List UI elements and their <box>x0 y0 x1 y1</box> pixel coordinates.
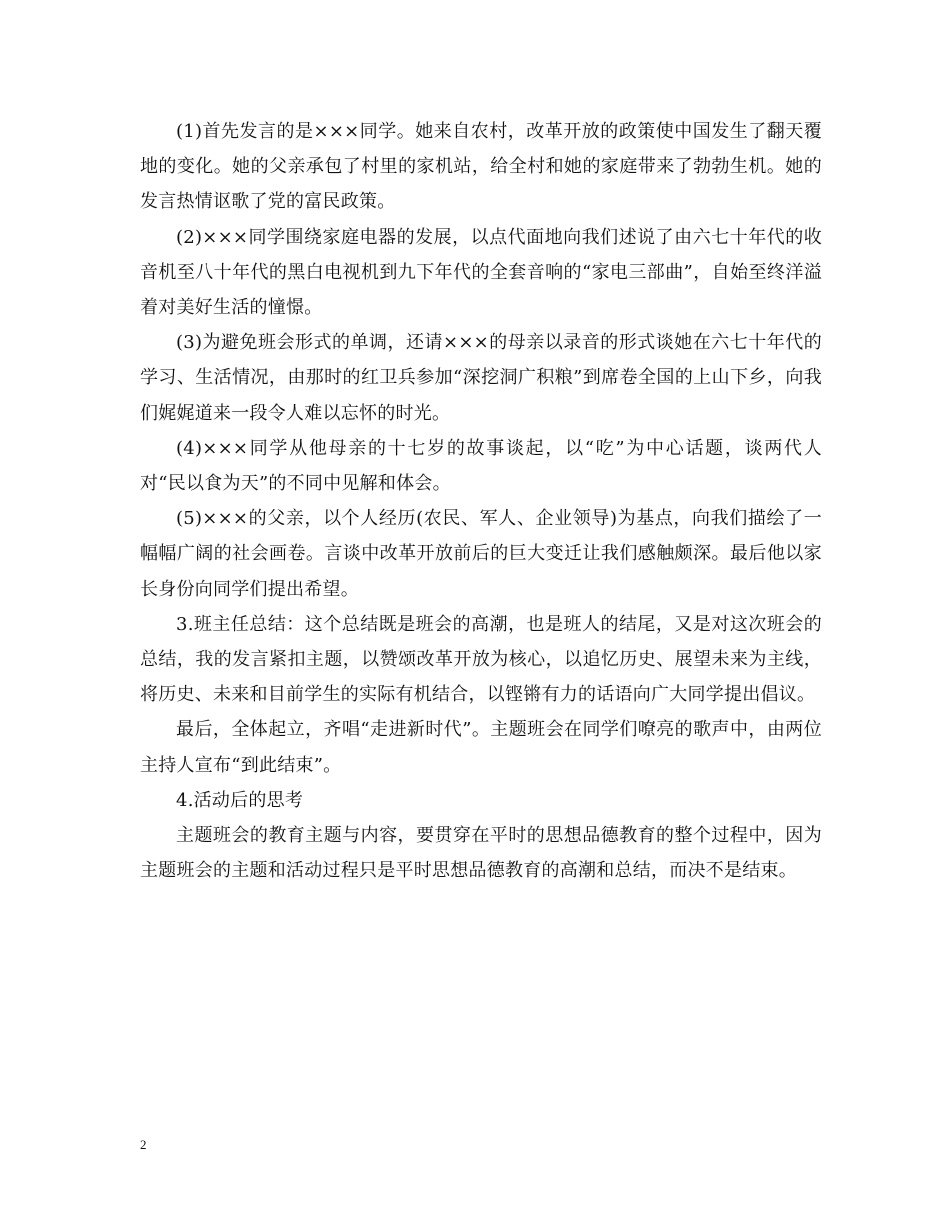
section-heading-reflection: 4.活动后的思考 <box>176 789 304 811</box>
paragraph-reflection: 主题班会的教育主题与内容，要贯穿在平时的思想品德教育的整个过程中，因为主题班会的主题和活动过程只是平时思想品德教育的高潮和总结，而决不是结束。 <box>140 825 822 882</box>
paragraph-speech-2: (2)×××同学围绕家庭电器的发展，以点代面地向我们述说了由六七十年代的收音机至八十年代的黑白电视机到九下年代的全套音响的“家电三部曲”，自始至终洋溢着对美好生活的憧憬。 <box>140 226 822 319</box>
document-body <box>140 114 822 888</box>
paragraph-speech-3: (3)为避免班会形式的单调，还请×××的母亲以录音的形式谈她在六七十年代的学习、生活情况，由那时的红卫兵参加“深挖洞广积粮”到席卷全国的上山下乡，向我们娓娓道来一段令人难以忘怀的时光。 <box>140 332 822 424</box>
paragraph-speech-5: (5)×××的父亲，以个人经历(农民、军人、企业领导)为基点，向我们描绘了一幅幅广阔的社会画卷。言谈中改革开放前后的巨大变迁让我们感触颇深。最后他以家长身份向同学们提出希望。 <box>140 508 822 600</box>
paragraph-speech-1: (1)首先发言的是×××同学。她来自农村，改革开放的政策使中国发生了翻天覆地的变化。她的父亲承包了村里的家机站，给全村和她的家庭带来了勃勃生机。她的发言热情讴歌了党的富民政策。 <box>140 121 822 213</box>
paragraph-teacher-summary: 3.班主任总结：这个总结既是班会的高潮，也是班人的结尾，又是对这次班会的总结，我的发言紧扣主题，以赞颂改革开放为核心，以追忆历史、展望未来为主线，将历史、未来和目前学生的实际有机结合，以铿锵有力的话语向广大同学提出倡议。 <box>140 613 822 706</box>
paragraph-speech-4: (4)×××同学从他母亲的十七岁的故事谈起，以“吃”为中心话题，谈两代人对“民以食为天”的不同中见解和体会。 <box>140 437 822 495</box>
paragraph-closing: 最后，全体起立，齐唱“走进新时代”。主题班会在同学们嘹亮的歌声中，由两位主持人宣布“到此结束”。 <box>140 719 822 776</box>
page-number: 2 <box>140 1137 147 1152</box>
